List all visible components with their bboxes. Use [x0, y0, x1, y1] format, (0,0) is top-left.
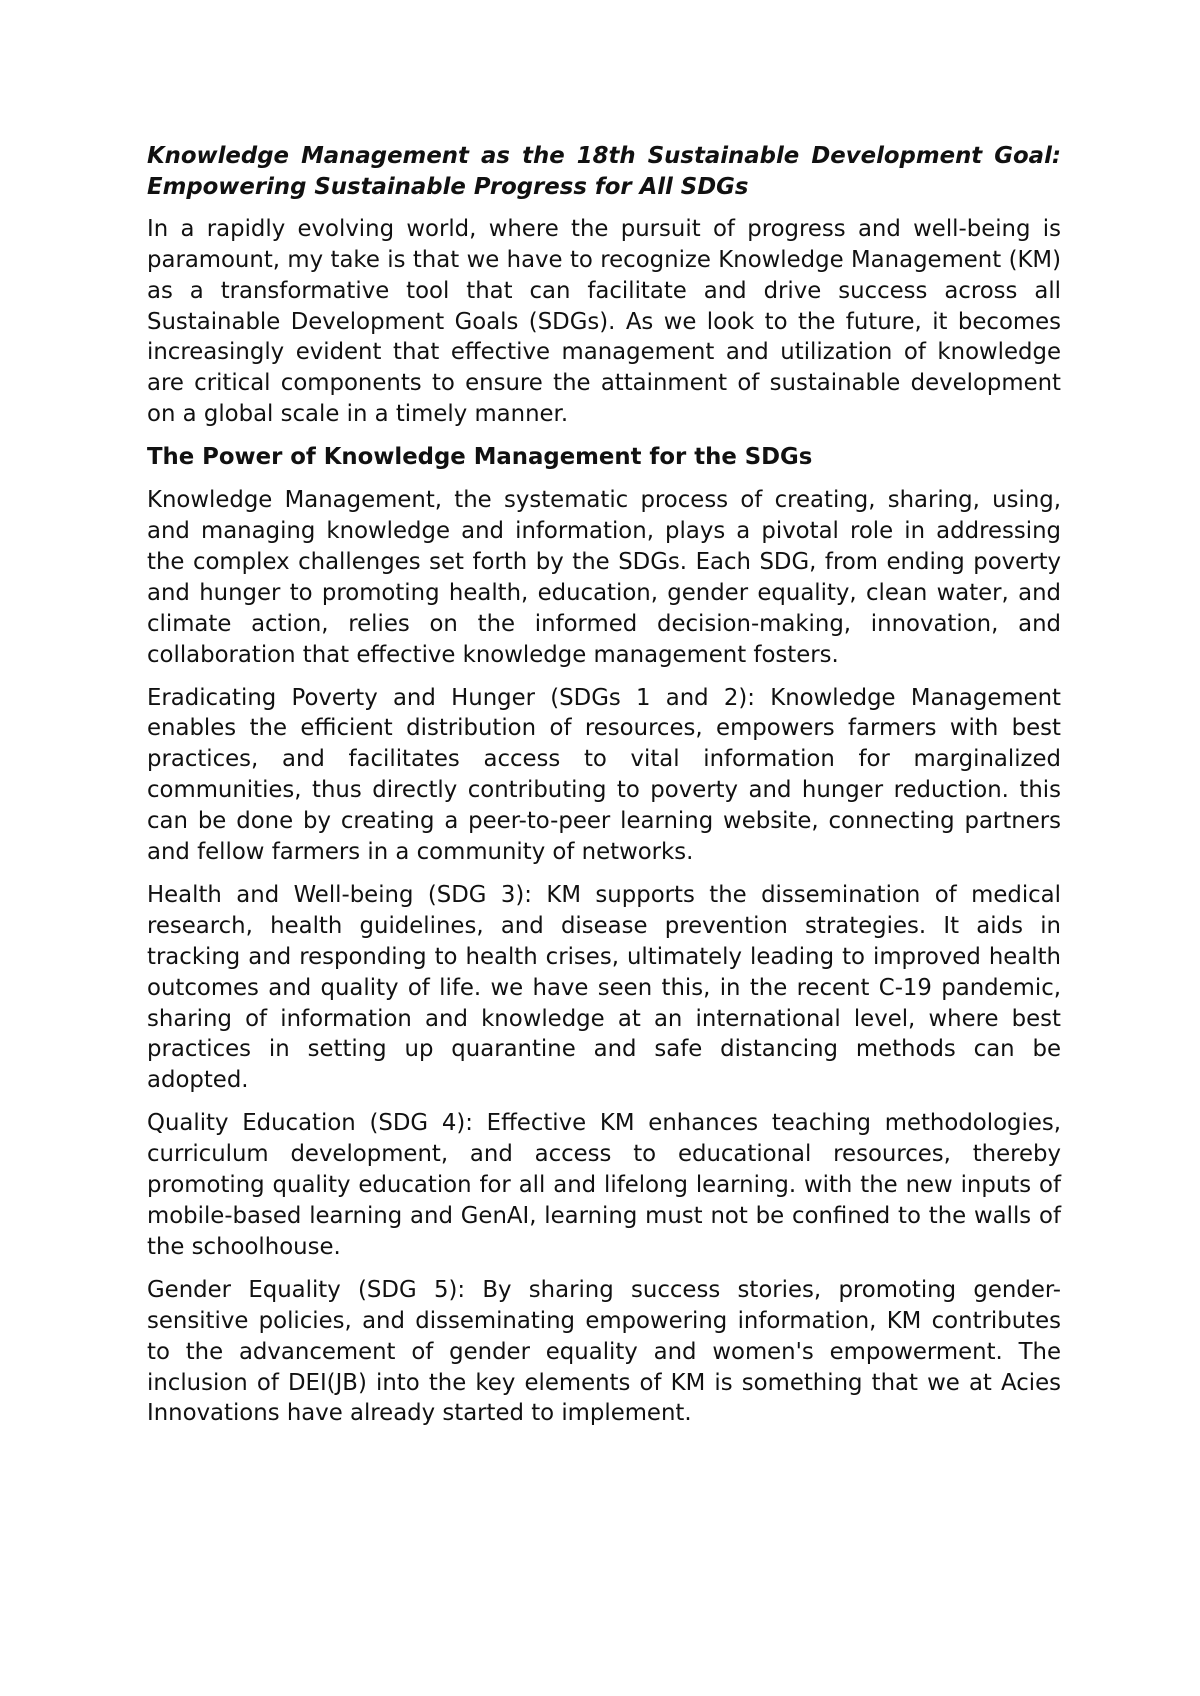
document-title: Knowledge Management as the 18th Sustainable Development Goal: Empowering Sustainable Progress for All SDGs — [147, 143, 1061, 200]
paragraph-education: Quality Education (SDG 4): Effective KM enhances teaching methodologies, curriculum development, and access to educational resources, thereby promoting quality education for all and lifelong learning. with the new inputs of mobile-based learning and GenAI, learning must not be confined to the walls of the schoolhouse. — [147, 1110, 1061, 1260]
paragraph-km-definition: Knowledge Management, the systematic process of creating, sharing, using, and managing knowledge and information, plays a pivotal role in addressing the complex challenges set forth by the SDGs. Each SDG, from ending poverty and hunger to promoting health, education, gender equality, clean water, and climate action, relies on the informed decision-making, innovation, and collaboration that effective knowledge management fosters. — [147, 487, 1061, 668]
intro-paragraph: In a rapidly evolving world, where the pursuit of progress and well-being is paramount, my take is that we have to recognize Knowledge Management (KM) as a transformative tool that can facilitate and drive success across all Sustainable Development Goals (SDGs). As we look to the future, it becomes increasingly evident that effective management and utilization of knowledge are critical components to ensure the attainment of sustainable development on a global scale in a timely manner. — [147, 215, 1061, 428]
document-body — [147, 141, 1061, 1441]
section-heading: The Power of Knowledge Management for the SDGs — [147, 444, 813, 471]
paragraph-gender-equality: Gender Equality (SDG 5): By sharing success stories, promoting gender-sensitive policies, and disseminating empowering information, KM contributes to the advancement of gender equality and women's empowerment. The inclusion of DEI(JB) into the key elements of KM is something that we at Acies Innovations have already started to implement. — [147, 1276, 1061, 1427]
paragraph-poverty-hunger: Eradicating Poverty and Hunger (SDGs 1 and 2): Knowledge Management enables the efficient distribution of resources, empowers farmers with best practices, and facilitates access to vital information for marginalized communities, thus directly contributing to poverty and hunger reduction. this can be done by creating a peer-to-peer learning website, connecting partners and fellow farmers in a community of networks. — [147, 684, 1061, 866]
paragraph-health: Health and Well-being (SDG 3): KM supports the dissemination of medical research, health guidelines, and disease prevention strategies. It aids in tracking and responding to health crises, ultimately leading to improved health outcomes and quality of life. we have seen this, in the recent C-19 pandemic, sharing of information and knowledge at an international level, where best practices in setting up quarantine and safe distancing methods can be adopted. — [147, 881, 1061, 1094]
